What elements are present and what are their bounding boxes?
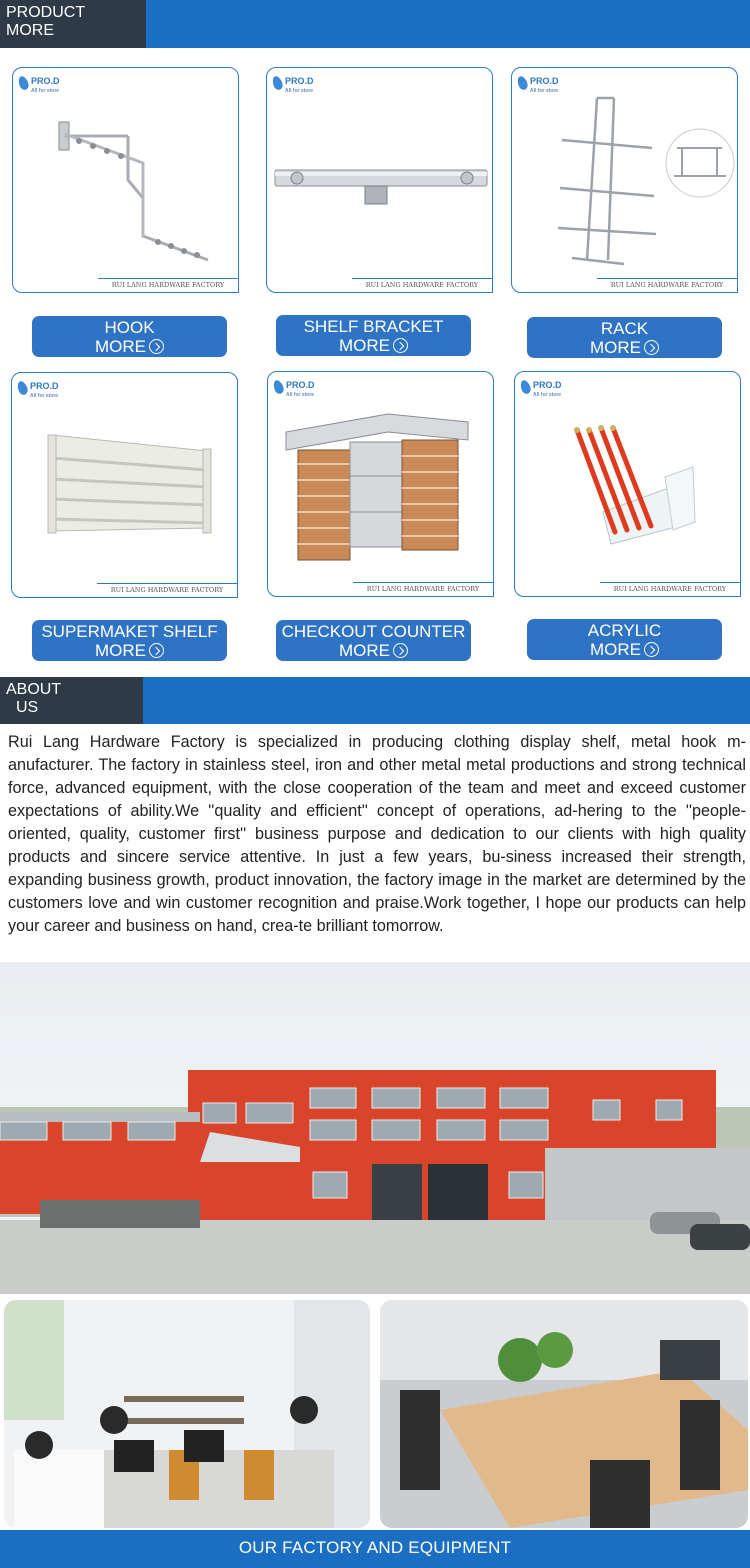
- product-section-bar: [0, 0, 750, 48]
- brand-logo-tagline: All for store: [533, 392, 562, 398]
- brand-logo-text: PRO.D: [30, 381, 59, 391]
- arrow-right-icon: [393, 643, 408, 658]
- brand-logo-tagline: All for store: [286, 392, 315, 398]
- arrow-right-icon: [149, 339, 164, 354]
- about-section-title-line1: ABOUT: [6, 681, 62, 698]
- product-card-hook[interactable]: [12, 67, 239, 293]
- brand-logo-text: PRO.D: [285, 76, 314, 86]
- card-footer: RUI LANG HARDWARE FACTORY: [98, 278, 238, 292]
- about-section-bar: [0, 677, 750, 724]
- meeting-room-photo: [380, 1300, 748, 1528]
- brand-logo-tagline: All for store: [30, 393, 59, 399]
- brand-logo: [521, 380, 562, 400]
- factory-building-image: [0, 962, 750, 1294]
- more-label: MORE: [339, 641, 390, 660]
- brand-logo-text: PRO.D: [286, 380, 315, 390]
- product-name: CHECKOUT COUNTER: [281, 622, 466, 641]
- factory-section-footer: OUR FACTORY AND EQUIPMENT: [0, 1530, 750, 1568]
- brand-logo: [273, 76, 314, 96]
- brand-logo: [19, 76, 60, 96]
- factory-building-photo: [0, 962, 750, 1294]
- brand-logo: [274, 380, 315, 400]
- product-button-shelf-bracket[interactable]: [276, 315, 471, 356]
- product-card-rack[interactable]: [511, 67, 738, 293]
- office-workers-image: [4, 1300, 370, 1528]
- brand-logo-tagline: All for store: [285, 88, 314, 94]
- about-section-title-line2: US: [16, 699, 39, 716]
- card-footer: RUI LANG HARDWARE FACTORY: [353, 582, 493, 596]
- product-section-title-line1: PRODUCT: [6, 4, 86, 21]
- product-button-acrylic[interactable]: [527, 619, 722, 660]
- product-button-hook[interactable]: [32, 316, 227, 357]
- more-label: MORE: [590, 338, 641, 357]
- product-button-checkout-counter[interactable]: [276, 620, 471, 661]
- more-label: MORE: [95, 337, 146, 356]
- more-label: MORE: [339, 336, 390, 355]
- product-name: SHELF BRACKET: [303, 317, 444, 336]
- hook-image: [13, 68, 239, 293]
- drop-icon: [516, 75, 529, 91]
- product-button-rack[interactable]: [527, 317, 722, 358]
- arrow-right-icon: [644, 642, 659, 657]
- card-footer: RUI LANG HARDWARE FACTORY: [597, 278, 737, 292]
- checkout-counter-image: [268, 372, 494, 597]
- product-name: HOOK: [104, 318, 155, 337]
- product-card-shelf-bracket[interactable]: [266, 67, 493, 293]
- card-footer: RUI LANG HARDWARE FACTORY: [352, 278, 492, 292]
- supermarket-shelf-image: [12, 373, 238, 598]
- product-section-title-line2: MORE: [6, 22, 54, 39]
- more-label: MORE: [590, 640, 641, 659]
- drop-icon: [17, 75, 30, 91]
- product-name: SUPERMAKET SHELF: [41, 622, 218, 641]
- brand-logo: [18, 381, 59, 401]
- brand-logo-tagline: All for store: [530, 88, 559, 94]
- more-label: MORE: [95, 641, 146, 660]
- brand-logo: [518, 76, 559, 96]
- meeting-room-image: [380, 1300, 748, 1528]
- rack-image: [512, 68, 738, 293]
- product-section-tab: [0, 0, 146, 48]
- about-text: Rui Lang Hardware Factory is specialized in producing clothing display shelf, metal hook m-anufacturer. The factory in stainless steel, iron and other metal metal productions and strong technical force, advanced equipment, with the close cooperation of the team and meet and exceed customer expectations of ability.We ''quality and efficient'' concept of operations, ad-hering to the ''people-oriented, quality, customer first'' business purpose and dedication to our clients with high quality products and sincere service attentive. In just a few years, bu-siness increased their strength, expanding business growth, product innovation, the factory image in the market are determined by the customers love and win customer recognition and praise.Work together, I hope our products can help your career and business on hand, crea-te brilliant tomorrow.: [8, 733, 746, 935]
- drop-icon: [272, 379, 285, 395]
- product-card-acrylic[interactable]: [514, 371, 741, 597]
- card-footer: RUI LANG HARDWARE FACTORY: [97, 583, 237, 597]
- brand-logo-tagline: All for store: [31, 88, 60, 94]
- drop-icon: [271, 75, 284, 91]
- drop-icon: [16, 380, 29, 396]
- about-section-tab: [0, 677, 143, 724]
- arrow-right-icon: [393, 338, 408, 353]
- card-footer: RUI LANG HARDWARE FACTORY: [600, 582, 740, 596]
- brand-logo-text: PRO.D: [533, 380, 562, 390]
- acrylic-image: [515, 372, 741, 597]
- product-card-supermarket-shelf[interactable]: [11, 372, 238, 598]
- brand-logo-text: PRO.D: [530, 76, 559, 86]
- arrow-right-icon: [644, 340, 659, 355]
- arrow-right-icon: [149, 643, 164, 658]
- office-workers-photo: [4, 1300, 370, 1528]
- product-name: ACRYLIC: [587, 621, 662, 640]
- product-card-checkout-counter[interactable]: [267, 371, 494, 597]
- product-name: RACK: [600, 319, 649, 338]
- brand-logo-text: PRO.D: [31, 76, 60, 86]
- drop-icon: [519, 379, 532, 395]
- product-button-supermarket-shelf[interactable]: [32, 620, 227, 661]
- shelf-bracket-image: [267, 68, 493, 293]
